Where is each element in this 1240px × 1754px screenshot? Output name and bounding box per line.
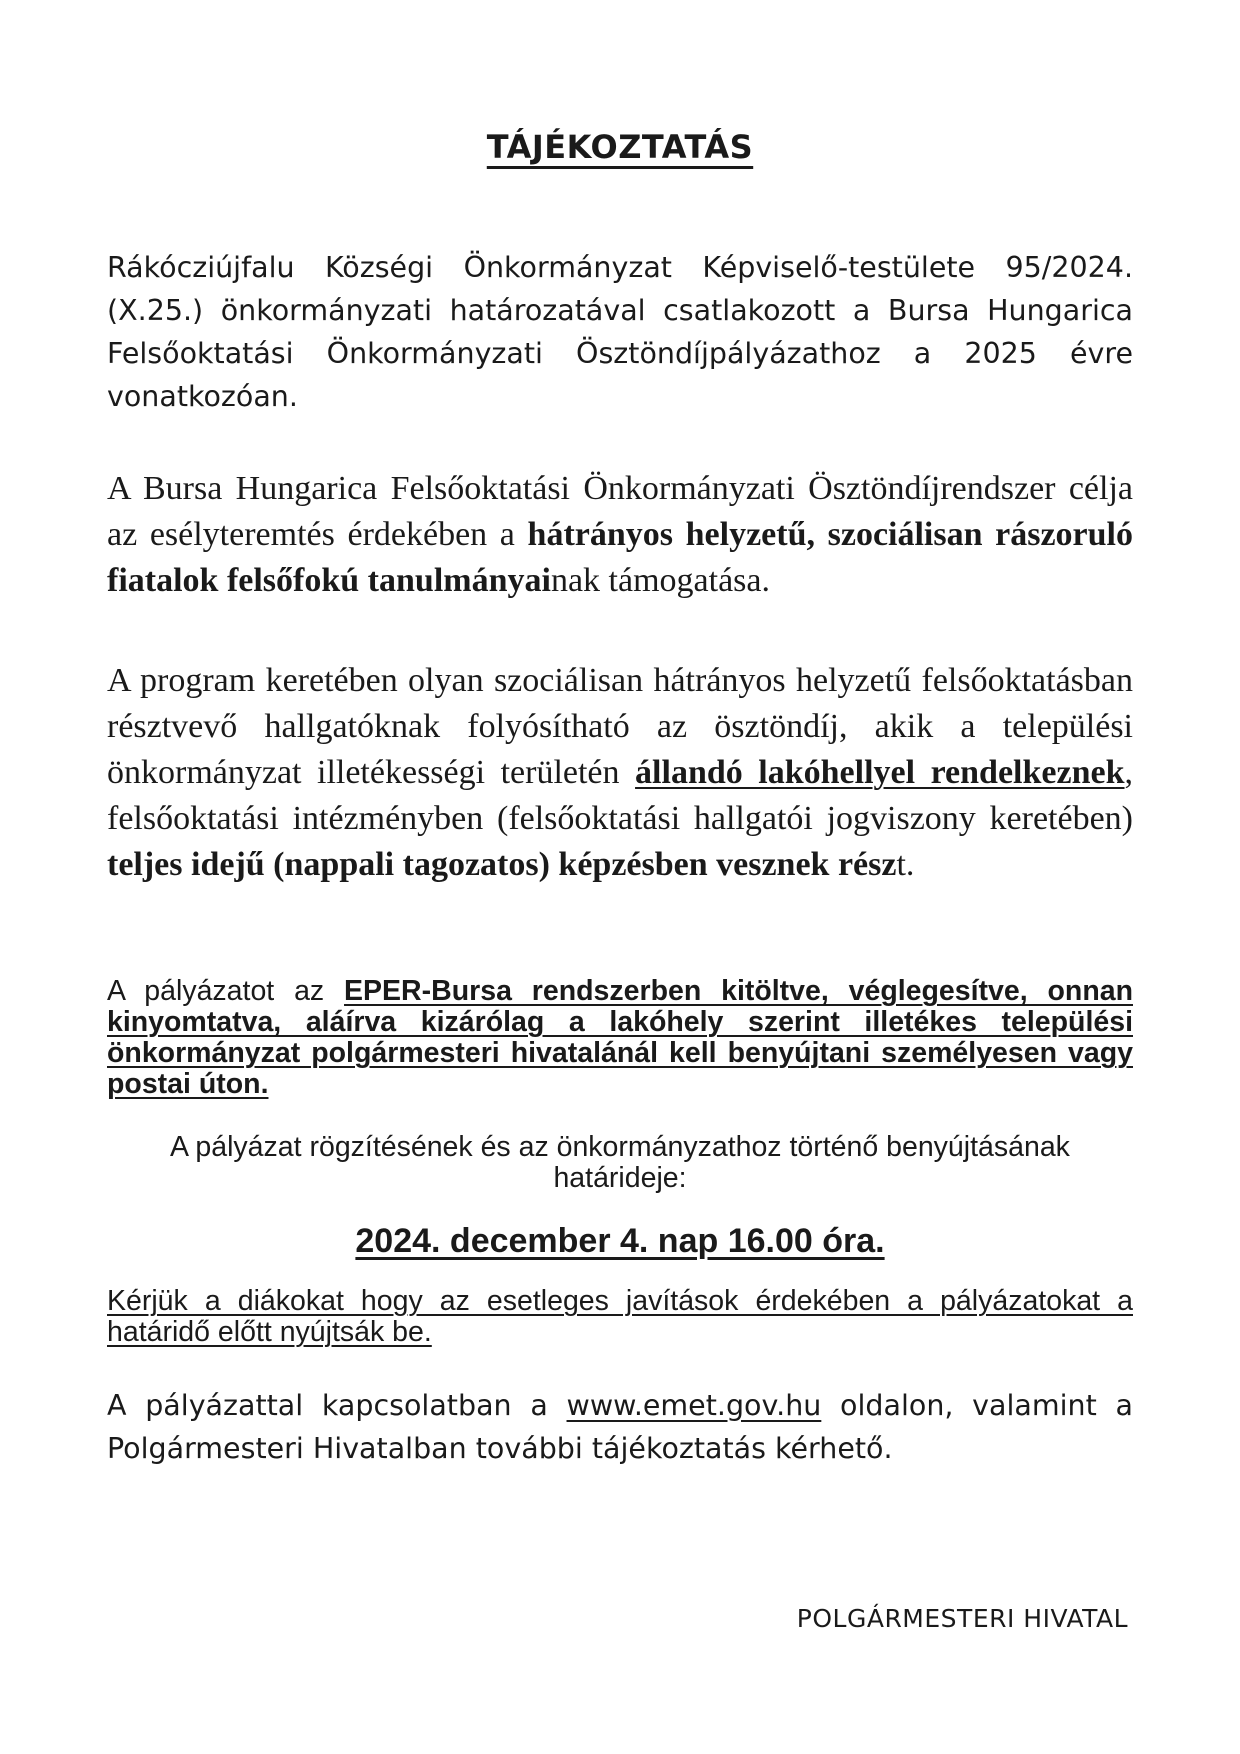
eligibility-paragraph — [107, 658, 1133, 888]
document-title: TÁJÉKOZTATÁS — [486, 128, 754, 166]
purpose-paragraph — [107, 466, 1133, 604]
submission-instructions: EPER-Bursa rendszerben kitöltve, véglegesítve, onnan kinyomtatva, aláírva kizárólag a lakóhely szerint illetékes települési önkormányzat polgármesteri hivatalánál kell benyújtani személyesen vagy postai úton. — [107, 975, 1133, 1100]
correction-request: Kérjük a diákokat hogy az esetleges javítások érdekében a pályázatokat a határidő előtt nyújtsák be. — [107, 1285, 1133, 1348]
eligibility-intro: A program keretében olyan szociálisan hátrányos helyzetű felsőoktatásban résztvevő hallgatóknak folyósítható az ösztöndíj, akik a települési önkormányzat illetékességi területén — [107, 662, 1133, 791]
eligibility-middle: , felsőoktatási intézményben (felsőoktatási hallgatói jogviszony keretében) — [107, 754, 1134, 837]
deadline-label-line2: határideje: — [553, 1162, 687, 1194]
submission-intro: A pályázatot az — [107, 975, 345, 1007]
eligibility-residence: állandó lakóhellyel rendelkeznek — [635, 754, 1125, 791]
purpose-end: nak támogatása. — [550, 562, 770, 599]
contact-paragraph — [107, 1384, 1133, 1470]
deadline-date: 2024. december 4. nap 16.00 óra. — [355, 1222, 885, 1260]
purpose-intro: A Bursa Hungarica Felsőoktatási Önkormányzati Ösztöndíjrendszer célja az esélyteremtés érdekében a — [107, 470, 1133, 553]
purpose-emphasis: hátrányos helyzetű, szociálisan rászoruló fiatalok felsőfokú tanulmányai — [107, 516, 1134, 599]
deadline-label-line1: A pályázat rögzítésének és az önkormányzathoz történő benyújtásának — [170, 1131, 1070, 1163]
submission-paragraph — [107, 976, 1133, 1100]
intro-paragraph: Rákócziújfalu Községi Önkormányzat Képviselő-testülete 95/2024.(X.25.) önkormányzati határozatával csatlakozott a Bursa Hungarica Felsőoktatási Önkormányzati Ösztöndíjpályázathoz a 2025 évre vonatkozóan. — [107, 251, 1133, 413]
signature: POLGÁRMESTERI HIVATAL — [796, 1604, 1128, 1633]
emet-website-link[interactable]: www.emet.gov.hu — [566, 1389, 822, 1422]
contact-end: oldalon, valamint a Polgármesteri Hivatalban további tájékoztatás kérhető. — [107, 1389, 1133, 1465]
eligibility-end: t. — [896, 846, 915, 883]
deadline-label — [107, 1132, 1133, 1194]
eligibility-fulltime: teljes idejű (nappali tagozatos) képzésben vesznek rész — [107, 846, 897, 883]
contact-intro: A pályázattal kapcsolatban a — [107, 1389, 567, 1422]
